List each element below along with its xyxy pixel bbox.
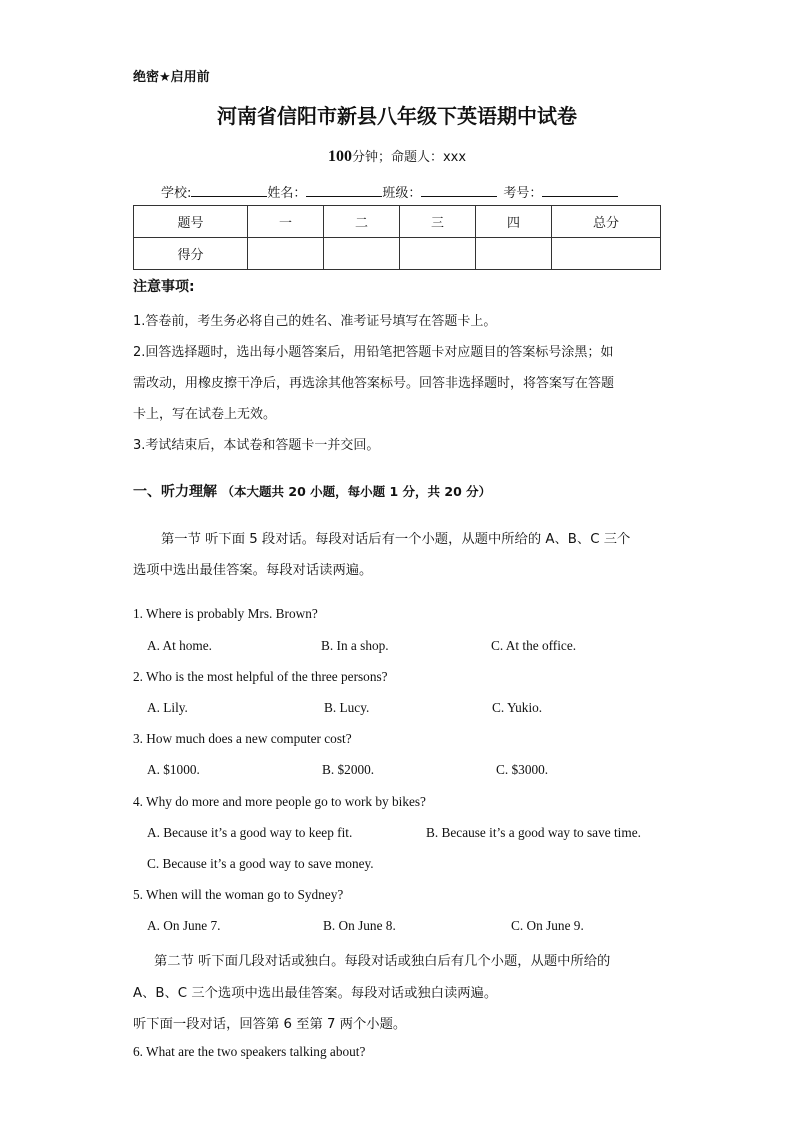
school-label: 学校:	[161, 186, 192, 201]
question-3: 3. How much does a new computer cost?	[133, 731, 352, 746]
time-rest: 分钟；命题人：xxx	[351, 150, 467, 165]
score-table	[133, 205, 661, 270]
time-value: 100	[327, 148, 352, 165]
option-a[interactable]: A. Lily.	[147, 700, 188, 715]
notice-item: 2.回答选择题时，选出每小题答案后，用铅笔把答题卡对应题目的答案标号涂黑；如	[133, 345, 614, 360]
option-c[interactable]: C. $3000.	[496, 762, 549, 777]
score-cell[interactable]	[552, 238, 661, 270]
exam-no-blank[interactable]	[542, 184, 618, 197]
option-c[interactable]: C. Yukio.	[492, 700, 543, 715]
notice-item: 需改动，用橡皮擦干净后，再选涂其他答案标号。回答非选择题时，将答案写在答题	[133, 376, 615, 391]
exam-subtitle	[0, 146, 794, 166]
score-cell[interactable]	[400, 238, 476, 270]
question-4: 4. Why do more and more people go to work by bikes?	[133, 794, 426, 809]
part1-instruction: 第一节 听下面 5 段对话。每段对话后有一个小题，从题中所给的 A、B、C 三个	[161, 532, 631, 547]
notice-heading: 注意事项:	[133, 279, 195, 295]
option-b[interactable]: B. Lucy.	[324, 700, 370, 715]
option-a[interactable]: A. $1000.	[147, 762, 200, 777]
option-a[interactable]: A. Because it’s a good way to keep fit.	[147, 825, 353, 840]
score-row-label: 得分	[134, 238, 248, 270]
score-cell[interactable]	[476, 238, 552, 270]
question-5: 5. When will the woman go to Sydney?	[133, 887, 344, 902]
question-2: 2. Who is the most helpful of the three persons?	[133, 669, 388, 684]
part2-dialogue-note: 听下面一段对话，回答第 6 至第 7 两个小题。	[133, 1017, 407, 1032]
header-cell: 二	[324, 206, 400, 238]
option-b[interactable]: B. In a shop.	[321, 638, 389, 653]
exam-no-label: 考号：	[503, 186, 543, 201]
exam-title: 河南省信阳市新县八年级下英语期中试卷	[217, 104, 577, 128]
option-c[interactable]: C. At the office.	[491, 638, 577, 653]
section-note: （本大题共 20 小题，每小题 1 分，共 20 分）	[221, 484, 492, 499]
option-c[interactable]: C. On June 9.	[511, 918, 584, 933]
class-blank[interactable]	[421, 184, 497, 197]
header-cell: 题号	[134, 206, 248, 238]
option-c[interactable]: C. Because it’s a good way to save money.	[147, 856, 374, 871]
notice-item: 卡上，写在试卷上无效。	[133, 407, 277, 422]
name-label: 姓名：	[267, 186, 307, 201]
question-6: 6. What are the two speakers talking about?	[133, 1044, 366, 1059]
part1-instruction-cont: 选项中选出最佳答案。每段对话读两遍。	[133, 563, 373, 578]
score-table-score-row	[134, 238, 661, 270]
confidential-mark: 绝密★启用前	[133, 70, 210, 85]
student-info-line	[161, 182, 618, 201]
section-title: 一、听力理解	[133, 484, 217, 500]
header-cell: 四	[476, 206, 552, 238]
notice-item: 3.考试结束后，本试卷和答题卡一并交回。	[133, 438, 380, 453]
class-label: 班级：	[382, 186, 422, 201]
school-blank[interactable]	[191, 184, 267, 197]
name-blank[interactable]	[306, 184, 382, 197]
header-cell: 一	[248, 206, 324, 238]
part2-instruction: 第二节 听下面几段对话或独白。每段对话或独白后有几个小题，从题中所给的	[154, 954, 611, 969]
score-cell[interactable]	[248, 238, 324, 270]
header-cell: 总分	[552, 206, 661, 238]
header-cell: 三	[400, 206, 476, 238]
option-b[interactable]: B. $2000.	[322, 762, 375, 777]
option-b[interactable]: B. Because it’s a good way to save time.	[426, 825, 641, 840]
notice-item: 1.答卷前，考生务必将自己的姓名、准考证号填写在答题卡上。	[133, 314, 497, 329]
option-b[interactable]: B. On June 8.	[323, 918, 396, 933]
score-table-header-row	[134, 206, 661, 238]
part2-instruction-cont: A、B、C 三个选项中选出最佳答案。每段对话或独白读两遍。	[133, 986, 498, 1001]
section-heading	[133, 481, 491, 501]
score-cell[interactable]	[324, 238, 400, 270]
option-a[interactable]: A. On June 7.	[147, 918, 221, 933]
question-1: 1. Where is probably Mrs. Brown?	[133, 606, 318, 621]
option-a[interactable]: A. At home.	[147, 638, 213, 653]
